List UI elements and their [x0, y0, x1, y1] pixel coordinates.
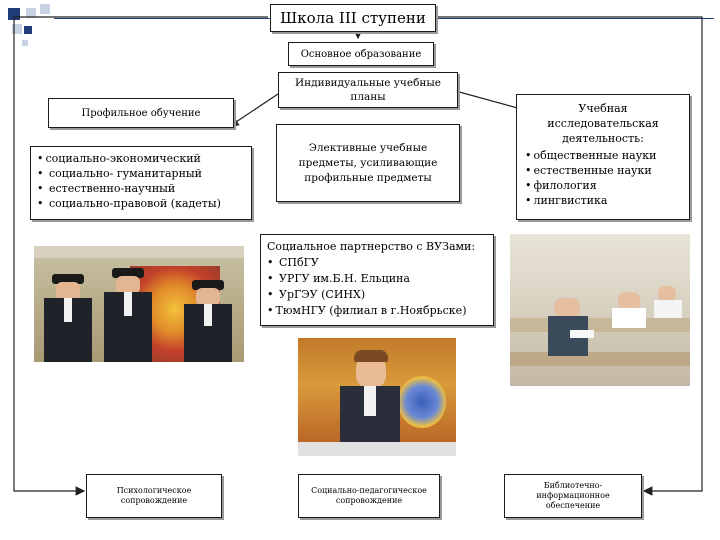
social-support-label: Социально-педагогическое сопровождение	[311, 486, 427, 505]
list-item: • социально-правовой (кадеты)	[37, 196, 245, 211]
title-box	[270, 4, 436, 32]
list-item: • УРГУ им.Б.Н. Ельцина	[267, 271, 487, 287]
library-support-box	[504, 474, 642, 518]
profile-training-box	[48, 98, 234, 128]
list-item: • социально-экономический	[37, 151, 245, 166]
research-box	[516, 94, 690, 220]
list-item: • филология	[525, 178, 681, 193]
profile-training-heading: Профильное обучение	[81, 107, 201, 119]
library-support-label: Библиотечно-информационное обеспечение	[536, 481, 610, 510]
partnership-list	[267, 255, 487, 319]
partnership-box	[260, 234, 494, 326]
list-item: • УрГЭУ (СИНХ)	[267, 287, 487, 303]
profile-directions-list	[37, 151, 245, 211]
list-item: • естественные науки	[525, 163, 681, 178]
classroom-photo	[510, 234, 690, 386]
psych-support-label: Психологическое сопровождение	[116, 486, 192, 505]
basic-education-label: Основное образование	[300, 48, 422, 60]
list-item: • СПбГУ	[267, 255, 487, 271]
list-item: • лингвистика	[525, 193, 681, 208]
list-item: • ТюмНГУ (филиал в г.Ноябрьске)	[267, 303, 487, 319]
list-item: • социально- гуманитарный	[37, 166, 245, 181]
list-item: • общественные науки	[525, 148, 681, 163]
individual-plans-box	[278, 72, 458, 108]
individual-plans-label: Индивидуальные учебные планы	[295, 77, 441, 103]
electives-box	[276, 124, 460, 202]
psych-support-box	[86, 474, 222, 518]
page-title: Школа III ступени	[280, 9, 426, 27]
cadets-photo	[34, 246, 244, 362]
social-support-box	[298, 474, 440, 518]
research-list	[525, 148, 681, 208]
basic-education-box	[288, 42, 434, 66]
list-item: • естественно-научный	[37, 181, 245, 196]
speaker-photo	[298, 338, 456, 456]
profile-directions-box	[30, 146, 252, 220]
electives-label: Элективные учебные предметы, усиливающие профильные предметы	[298, 141, 438, 184]
partnership-heading: Социальное партнерство с ВУЗами:	[267, 240, 476, 253]
research-heading: Учебная исследовательская деятельность:	[547, 102, 659, 145]
